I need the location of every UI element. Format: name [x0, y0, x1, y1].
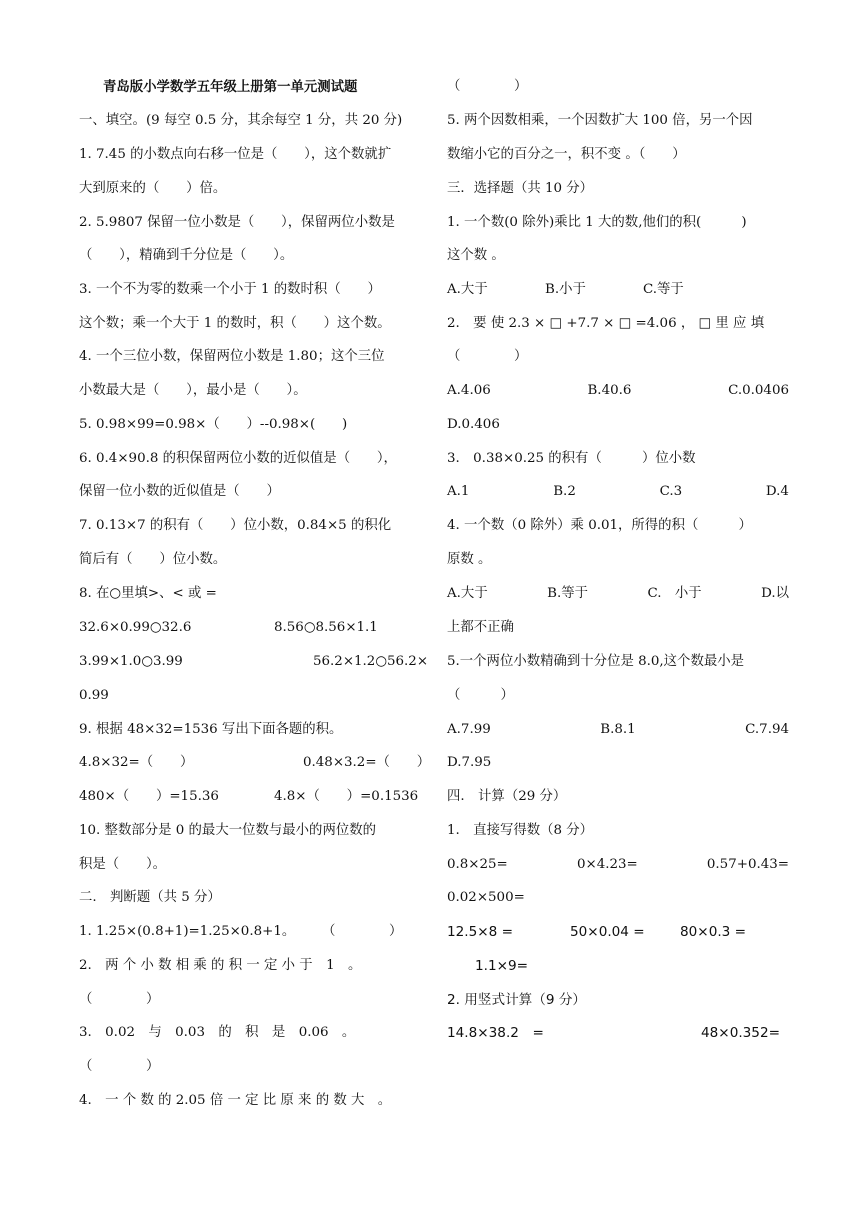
choice-q1-line1: 1. 一个数(0 除外)乘比 1 大的数,他们的积( ): [447, 215, 747, 230]
calc-q1-item-1: 0.8×25=: [447, 857, 508, 872]
choice-q1-option-c: C.等于: [643, 282, 684, 297]
fill-q2-line1: 2. 5.9807 保留一位小数是（ ），保留两位小数是: [79, 215, 395, 230]
fill-q9-heading: 9. 根据 48×32=1536 写出下面各题的积。: [79, 722, 343, 737]
fill-q6-line1: 6. 0.4×90.8 的积保留两位小数的近似值是（ ），: [79, 451, 397, 466]
choice-q2-line2: （ ）: [447, 349, 528, 364]
fill-q8-heading: 8. 在○里填>、< 或 =: [79, 586, 217, 601]
judge-q3-line2: （ ）: [79, 1059, 160, 1074]
choice-q5-option-c: C.7.94: [745, 722, 789, 737]
choice-q2-option-c: C.0.0406: [728, 383, 789, 398]
section-4-heading: 四. 计算（29 分）: [447, 789, 567, 804]
choice-q5-line1: 5.一个两位小数精确到十分位是 8.0,这个数最小是: [447, 654, 745, 669]
choice-q3-options: [447, 482, 789, 502]
fill-q7-line1: 7. 0.13×7 的积有（ ）位小数，0.84×5 的积化: [79, 518, 392, 533]
calc-q1-item-5: 12.5×8 =: [447, 924, 514, 940]
calc-q1-item-6: 50×0.04 =: [570, 924, 645, 940]
choice-q4-options: [447, 584, 789, 604]
section-1-heading: 一、填空。(9 每空 0.5 分，其余每空 1 分，共 20 分): [79, 113, 403, 128]
judge-q3-line1: 3. 0.02 与 0.03 的 积 是 0.06 。: [79, 1025, 356, 1040]
judge-q4-line1: 4. 一 个 数 的 2.05 倍 一 定 比 原 来 的 数 大 。: [79, 1093, 392, 1108]
fill-q3-line1: 3. 一个不为零的数乘一个小于 1 的数时积（ ）: [79, 282, 381, 297]
choice-q1-option-b: B.小于: [545, 282, 586, 297]
choice-q3-option-c: C.3: [659, 484, 683, 499]
judge-q1: 1. 1.25×(0.8+1)=1.25×0.8+1。 （ ）: [79, 924, 403, 939]
choice-q2-option-a: A.4.06: [447, 383, 491, 398]
fill-q9-row2-b: 4.8×（ ）=0.1536: [274, 789, 419, 804]
choice-q2-line1: 2. 要 使 2.3 × □ +7.7 × □ =4.06 ， □ 里 应 填: [447, 316, 765, 331]
fill-q1-line1: 1. 7.45 的小数点向右移一位是（ ），这个数就扩: [79, 147, 392, 162]
calc-q2-item-2: 48×0.352=: [701, 1025, 780, 1041]
fill-q5: 5. 0.98×99=0.98×（ ）--0.98×( ): [79, 417, 348, 432]
fill-q1-line2: 大到原来的（ ）倍。: [79, 181, 227, 196]
calc-q1-item-4: 0.02×500=: [447, 890, 525, 905]
judge-q4-line2: （ ）: [447, 79, 528, 94]
choice-q3-option-b: B.2: [553, 484, 576, 499]
choice-q4-line3: 上都不正确: [447, 620, 514, 635]
choice-q1-options: [447, 280, 789, 300]
choice-q5-option-a: A.7.99: [447, 722, 491, 737]
choice-q4-option-d: D.以: [761, 586, 789, 601]
choice-q2-option-b: B.40.6: [587, 383, 632, 398]
choice-q5-options: [447, 720, 789, 740]
choice-q5-option-d: D.7.95: [447, 755, 492, 770]
choice-q4-line2: 原数 。: [447, 552, 492, 567]
choice-q3-option-a: A.1: [447, 484, 470, 499]
choice-q4-option-c: C. 小于: [647, 586, 702, 601]
choice-q2-options: [447, 381, 789, 401]
calc-q1-row1: [447, 855, 789, 875]
calc-q1-item-2: 0×4.23=: [576, 857, 638, 872]
fill-q6-line2: 保留一位小数的近似值是（ ）: [79, 484, 280, 499]
judge-q2-line1: 2. 两 个 小 数 相 乘 的 积 一 定 小 于 1 。: [79, 958, 362, 973]
calc-q1-item-7: 80×0.3 =: [680, 924, 747, 940]
judge-q5-line2: 数缩小它的百分之一，积不变 。（ ）: [447, 147, 686, 162]
fill-q2-line2: （ ），精确到千分位是（ ）。: [79, 248, 294, 263]
fill-q8-row3: 0.99: [79, 688, 109, 703]
fill-q4-line1: 4. 一个三位小数，保留两位小数是 1.80；这个三位: [79, 349, 385, 364]
fill-q8-row1-a: 32.6×0.99○32.6: [79, 620, 192, 635]
choice-q5-line2: （ ）: [447, 688, 514, 703]
fill-q8-row1-b: 8.56○8.56×1.1: [274, 620, 378, 635]
choice-q4-line1: 4. 一个数（0 除外）乘 0.01，所得的积（ ）: [447, 518, 752, 533]
choice-q3-option-d: D.4: [765, 484, 789, 499]
fill-q3-line2: 这个数；乘一个大于 1 的数时，积（ ）这个数。: [79, 316, 391, 331]
fill-q10-line1: 10. 整数部分是 0 的最大一位数与最小的两位数的: [79, 823, 377, 838]
fill-q10-line2: 积是（ ）。: [79, 857, 167, 872]
calc-q1-row2: [447, 922, 789, 942]
fill-q8-row2-a: 3.99×1.0○3.99: [79, 654, 183, 669]
section-2-heading: 二. 判断题（共 5 分）: [79, 890, 221, 905]
choice-q4-option-b: B.等于: [547, 586, 589, 601]
section-3-heading: 三．选择题（共 10 分）: [447, 181, 594, 196]
calc-q1-heading: 1. 直接写得数（8 分）: [447, 823, 594, 838]
fill-q9-row2-a: 480×（ ）=15.36: [79, 789, 219, 804]
calc-q1-item-8: 1.1×9=: [475, 958, 529, 974]
choice-q1-line2: 这个数 。: [447, 248, 505, 263]
calc-q2-heading: 2. 用竖式计算（9 分）: [447, 992, 587, 1008]
fill-q8-row2-b: 56.2×1.2○56.2×: [313, 654, 429, 669]
fill-q9-row1-b: 0.48×3.2=（ ）: [303, 755, 431, 770]
fill-q9-row1-a: 4.8×32=（ ）: [79, 755, 194, 770]
choice-q5-option-b: B.8.1: [600, 722, 636, 737]
calc-q2-item-1: 14.8×38.2 =: [447, 1025, 544, 1041]
choice-q3-line1: 3. 0.38×0.25 的积有（ ）位小数: [447, 451, 696, 466]
page-title: 青岛版小学数学五年级上册第一单元测试题: [103, 79, 358, 95]
fill-q7-line2: 简后有（ ）位小数。: [79, 552, 227, 567]
choice-q2-option-d: D.0.406: [447, 417, 500, 432]
fill-q4-line2: 小数最大是（ ），最小是（ ）。: [79, 383, 307, 398]
judge-q2-line2: （ ）: [79, 992, 160, 1007]
judge-q5-line1: 5. 两个因数相乘，一个因数扩大 100 倍，另一个因: [447, 113, 753, 128]
choice-q1-option-a: A.大于: [447, 282, 488, 297]
choice-q4-option-a: A.大于: [447, 586, 488, 601]
calc-q1-item-3: 0.57+0.43=: [706, 857, 789, 872]
